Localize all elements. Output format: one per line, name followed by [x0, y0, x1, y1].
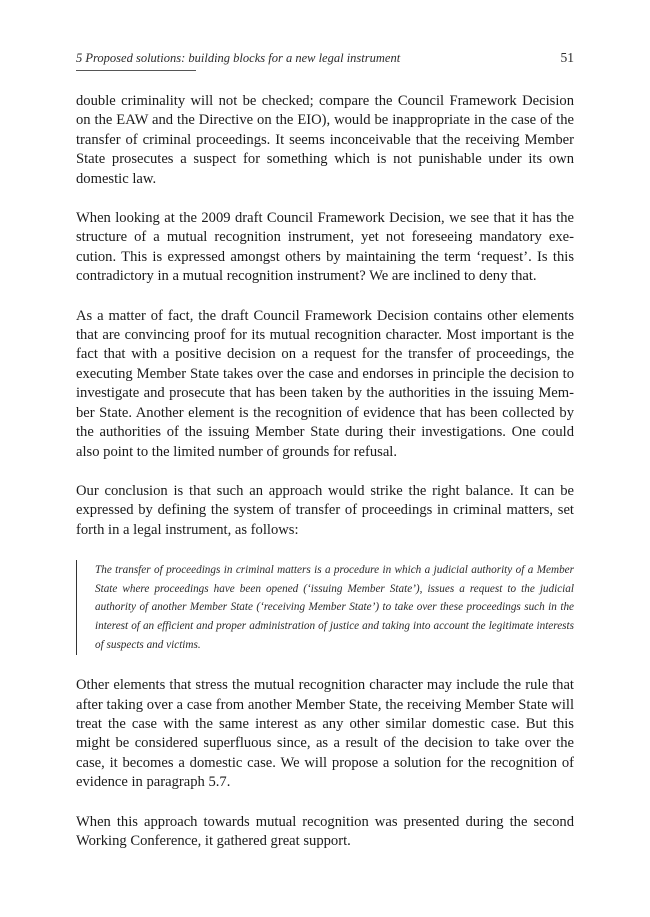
paragraph: Other elements that stress the mutual recognition character may include the rule that after taking over a case from another Member State, the receiving Member State will treat the case with the same interest as any other similar domestic case. But this might be considered superfluous since, as a result of the decision to take over the case, it becomes a domestic case. We will propose a solution for the recognition of evidence in paragraph 5.7. [76, 677, 574, 791]
running-header: 5 Proposed solutions: building blocks for a new legal instrument [76, 51, 401, 65]
page-number: 51 [560, 50, 574, 65]
paragraph: As a matter of fact, the draft Council Framework Decision contains other elements that are convincing proof for its mutual recognition character. Most important is the fact that with a positive decision on a request for the transfer of proceedings, the executing Member State takes over the case and endorses in principle the decision to investigate and prosecute that has been taken by the authorities in the issuing Member State. Another element is the recognition of evidence that has been collected by the authorities of the issuing Member State during their investigations. One could also point to the limited number of grounds for refusal. [76, 307, 574, 460]
header-rule [76, 70, 196, 71]
definition-blockquote: The transfer of proceedings in criminal matters is a procedure in which a judicial authority of a Member State where proceedings have been opened (‘issuing Member State’), issues a request to the judicial authority of another Member State (‘receiving Member State’) to take over these proceedings such in the interest of an efficient and proper administration of justice and taking into account the legitimate interests of suspects and victims. [76, 560, 574, 655]
paragraph: Our conclusion is that such an approach would strike the right balance. It can be expressed by defining the system of transfer of proceedings in criminal matters, set forth in a legal instrument, as follows: [76, 482, 574, 538]
paragraph: When this approach towards mutual recognition was presented during the second Working Conference, it gathered great support. [76, 813, 574, 849]
paragraph: When looking at the 2009 draft Council Framework Decision, we see that it has the structure of a mutual recognition instrument, yet not foreseeing mandatory execution. This is expressed amongst others by maintaining the term ‘request’. Is this contradictory in a mutual recognition instrument? We are inclined to deny that. [76, 210, 574, 285]
body-text [76, 92, 574, 871]
paragraph: double criminality will not be checked; compare the Council Framework Decision on the EAW and the Directive on the EIO), would be inappropriate in the case of the transfer of criminal proceedings. It seems inconceivable that the receiving Member State prosecutes a suspect for something which is not punishable under its own domestic law. [76, 93, 574, 187]
